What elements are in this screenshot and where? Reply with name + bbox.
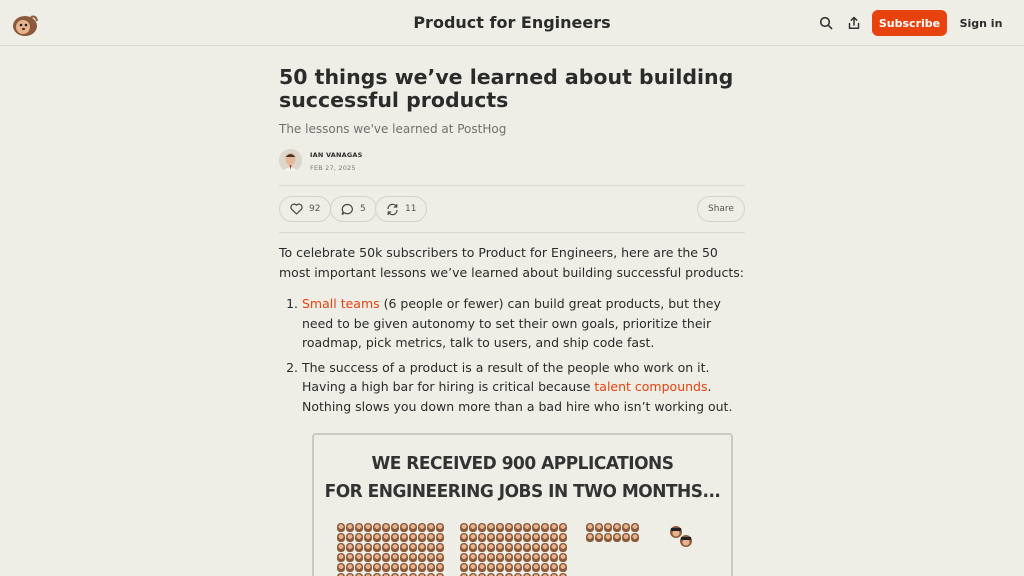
list-item <box>302 294 745 353</box>
hedgehog-icon <box>391 543 399 552</box>
hedgehog-icon <box>541 553 549 562</box>
like-button[interactable] <box>279 196 331 222</box>
hedgehog-icon <box>514 553 522 562</box>
hedgehog-icon <box>550 533 558 542</box>
talent-compounds-link[interactable]: talent compounds <box>594 379 708 394</box>
hedgehog-icon <box>505 543 513 552</box>
hedgehog-icon <box>478 543 486 552</box>
top-navigation <box>0 0 1024 46</box>
hedgehog-icon <box>487 533 495 542</box>
hedgehog-icon <box>427 563 435 572</box>
hedgehog-icon <box>382 523 390 532</box>
hedgehog-icon <box>514 563 522 572</box>
hedgehog-icon <box>427 533 435 542</box>
hedgehog-icon <box>364 533 372 542</box>
hedgehog-icon <box>346 543 354 552</box>
hedgehog-icon <box>382 533 390 542</box>
hedgehog-icon <box>586 533 594 542</box>
post-actions <box>279 186 745 232</box>
hedgehog-icon <box>382 543 390 552</box>
hedgehog-icon <box>391 563 399 572</box>
hedgehog-icon <box>613 533 621 542</box>
hedgehog-icon <box>487 543 495 552</box>
hedgehog-icon <box>409 553 417 562</box>
hedgehog-icon <box>373 543 381 552</box>
hedgehog-icon <box>478 523 486 532</box>
hedgehog-icon <box>532 543 540 552</box>
subscribe-button[interactable]: Subscribe <box>872 10 947 36</box>
publish-date: FEB 27, 2025 <box>310 164 356 172</box>
hedgehog-icon <box>427 523 435 532</box>
article-subtitle: The lessons we've learned at PostHog <box>279 122 507 136</box>
sign-in-button[interactable]: Sign in <box>959 16 1003 30</box>
hedgehog-icon <box>373 553 381 562</box>
share-label: Share <box>708 204 734 214</box>
hedgehog-icon <box>631 523 639 532</box>
hedgehog-icon <box>373 563 381 572</box>
hedgehog-icon <box>532 553 540 562</box>
avatar[interactable] <box>279 149 302 172</box>
author-name[interactable]: IAN VANAGAS <box>310 151 363 159</box>
hedgehog-icon <box>559 553 567 562</box>
hedgehog-icon <box>496 553 504 562</box>
hedgehog-icon <box>346 533 354 542</box>
hedgehog-icon <box>550 563 558 572</box>
logo-hedgehog-icon[interactable] <box>11 11 39 37</box>
hedgehog-icon <box>487 563 495 572</box>
hedgehog-icon <box>622 523 630 532</box>
hedgehog-icon <box>514 523 522 532</box>
list-item-text: . Nothing slows you down more than a bad hire who isn’t working out. <box>302 379 733 414</box>
hedgehog-icon <box>505 533 513 542</box>
figure-line-1: WE RECEIVED 900 APPLICATIONS <box>371 453 674 475</box>
hedgehog-icon <box>391 533 399 542</box>
hedgehog-icon <box>436 563 444 572</box>
hedgehog-icon <box>505 563 513 572</box>
hedgehog-icon <box>523 533 531 542</box>
hedgehog-icon <box>427 553 435 562</box>
hedgehog-icon <box>478 563 486 572</box>
share-icon[interactable] <box>845 14 863 32</box>
restack-button[interactable] <box>375 196 427 222</box>
hedgehog-icon <box>604 523 612 532</box>
hedgehog-icon <box>541 543 549 552</box>
hedgehog-icon <box>364 553 372 562</box>
hedgehog-icon <box>514 543 522 552</box>
restack-count: 11 <box>405 204 417 214</box>
hedgehog-icon <box>355 563 363 572</box>
hedgehog-icon <box>346 563 354 572</box>
share-button[interactable] <box>697 196 745 222</box>
hedgehog-crowd-3 <box>586 523 639 542</box>
hedgehog-icon <box>418 523 426 532</box>
hedgehog-icon <box>469 543 477 552</box>
hedgehog-icon <box>337 523 345 532</box>
hedgehog-icon <box>487 523 495 532</box>
hedgehog-icon <box>418 563 426 572</box>
hedgehog-icon <box>355 533 363 542</box>
hedgehog-icon <box>550 553 558 562</box>
hedgehog-icon <box>532 533 540 542</box>
hedgehog-icon <box>613 523 621 532</box>
hedgehog-icon <box>391 523 399 532</box>
hedgehog-crowd-1 <box>337 523 444 576</box>
search-icon[interactable] <box>817 14 835 32</box>
hedgehog-icon <box>541 533 549 542</box>
hedgehog-icon <box>478 533 486 542</box>
hedgehog-icon <box>355 543 363 552</box>
comment-icon <box>341 203 354 216</box>
hedgehog-icon <box>400 553 408 562</box>
hedgehog-icon <box>337 533 345 542</box>
hedgehog-icon <box>391 553 399 562</box>
hedgehog-icon <box>469 553 477 562</box>
hedgehog-icon <box>436 523 444 532</box>
hedgehog-icon <box>505 553 513 562</box>
figure-line-2: FOR ENGINEERING JOBS IN TWO MONTHS... <box>324 481 721 503</box>
hedgehog-icon <box>436 553 444 562</box>
small-teams-link[interactable]: Small teams <box>302 296 380 311</box>
article <box>279 66 745 421</box>
hedgehog-icon <box>559 523 567 532</box>
hedgehog-icon <box>523 523 531 532</box>
hedgehog-icon <box>400 563 408 572</box>
hedgehog-icon <box>523 563 531 572</box>
article-title: 50 things we’ve learned about building successful products <box>279 65 734 112</box>
hedgehog-icon <box>559 543 567 552</box>
comment-button[interactable] <box>330 196 377 222</box>
divider <box>279 232 745 233</box>
hedgehog-icon <box>373 533 381 542</box>
hedgehog-icon <box>436 533 444 542</box>
hedgehog-icon <box>469 523 477 532</box>
hedgehog-icon <box>337 563 345 572</box>
hedgehog-icon <box>550 543 558 552</box>
hedgehog-icon <box>382 553 390 562</box>
hedgehog-icon <box>496 563 504 572</box>
intro-paragraph: To celebrate 50k subscribers to Product for Engineers, here are the 50 most important lessons we’ve learned about building successful products: <box>279 245 744 280</box>
hedgehog-icon <box>532 563 540 572</box>
hedgehog-icon <box>364 543 372 552</box>
hedgehog-icon <box>460 543 468 552</box>
hedgehog-icon <box>337 553 345 562</box>
hedgehog-icon <box>355 553 363 562</box>
hedgehog-icon <box>418 543 426 552</box>
hedgehog-icon <box>496 533 504 542</box>
hedgehog-icon <box>478 553 486 562</box>
hedgehog-icon <box>436 543 444 552</box>
hedgehog-icon <box>496 523 504 532</box>
list-item-text: The success of a product is a result of the people who work on it. Having a high bar for hiring is critical because <box>302 359 710 394</box>
hedgehog-icon <box>373 523 381 532</box>
hedgehog-icon <box>541 563 549 572</box>
hedgehog-icon <box>604 533 612 542</box>
lessons-list <box>279 294 745 416</box>
hedgehog-icon <box>364 523 372 532</box>
hedgehog-pair-icon <box>668 523 694 553</box>
restack-icon <box>386 203 399 216</box>
hedgehog-icon <box>409 543 417 552</box>
hedgehog-icon <box>337 543 345 552</box>
applications-illustration[interactable] <box>312 433 733 576</box>
hedgehog-icon <box>400 523 408 532</box>
hedgehog-icon <box>409 533 417 542</box>
hedgehog-icon <box>559 533 567 542</box>
hedgehog-icon <box>586 523 594 532</box>
hedgehog-icon <box>460 563 468 572</box>
hedgehog-icon <box>460 523 468 532</box>
hedgehog-icon <box>496 543 504 552</box>
hedgehog-icon <box>523 543 531 552</box>
hedgehog-icon <box>514 533 522 542</box>
hedgehog-icon <box>487 553 495 562</box>
hedgehog-icon <box>418 533 426 542</box>
hedgehog-icon <box>550 523 558 532</box>
comment-count: 5 <box>360 204 366 214</box>
hedgehog-icon <box>469 563 477 572</box>
hedgehog-icon <box>400 533 408 542</box>
hedgehog-icon <box>460 533 468 542</box>
hedgehog-icon <box>400 543 408 552</box>
hedgehog-icon <box>541 523 549 532</box>
hedgehog-icon <box>469 533 477 542</box>
list-item-text: (6 people or fewer) can build great products, but they need to be given autonomy to set their own goals, prioritize their roadmap, pick metrics, talk to users, and ship code fast. <box>302 296 721 350</box>
hedgehog-icon <box>409 523 417 532</box>
hedgehog-icon <box>364 563 372 572</box>
hedgehog-icon <box>622 533 630 542</box>
list-item <box>302 358 745 417</box>
publication-title[interactable]: Product for Engineers <box>413 13 611 32</box>
hedgehog-crowd-2 <box>460 523 567 576</box>
hedgehog-icon <box>532 523 540 532</box>
hedgehog-icon <box>427 543 435 552</box>
hedgehog-icon <box>559 563 567 572</box>
hedgehog-icon <box>595 533 603 542</box>
hedgehog-icon <box>460 553 468 562</box>
byline <box>279 149 745 173</box>
hedgehog-icon <box>523 553 531 562</box>
hedgehog-icon <box>355 523 363 532</box>
heart-icon <box>290 203 303 215</box>
hedgehog-icon <box>346 553 354 562</box>
hedgehog-icon <box>595 523 603 532</box>
hedgehog-icon <box>409 563 417 572</box>
hedgehog-icon <box>418 553 426 562</box>
hedgehog-icon <box>382 563 390 572</box>
hedgehog-icon <box>631 533 639 542</box>
hedgehog-icon <box>505 523 513 532</box>
hedgehog-icon <box>346 523 354 532</box>
like-count: 92 <box>309 204 321 214</box>
